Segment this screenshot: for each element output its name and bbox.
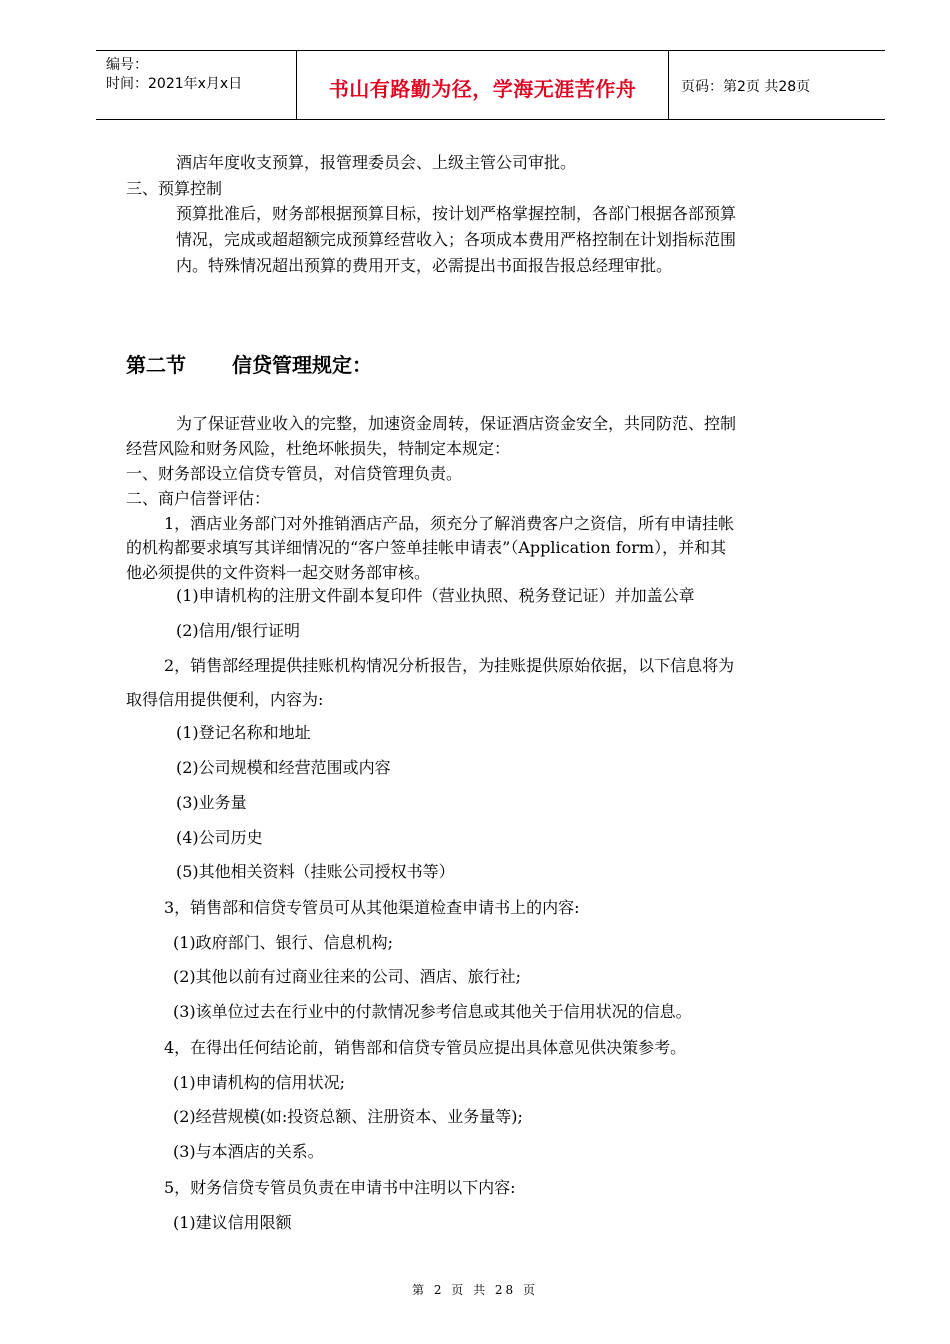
body-line: 2，销售部经理提供挂账机构情况分析报告，为挂账提供原始依据，以下信息将为 bbox=[164, 656, 735, 675]
doc-date-label: 时间：2021年x月x日 bbox=[106, 76, 243, 92]
sub-item: (3)与本酒店的关系。 bbox=[173, 1142, 324, 1161]
body-line: 酒店年度收支预算，报管理委员会、上级主管公司审批。 bbox=[176, 153, 577, 172]
body-line: 1，酒店业务部门对外推销酒店产品，须充分了解消费客户之资信，所有申请挂帐 bbox=[164, 514, 735, 533]
body-line: 5，财务信贷专管员负责在申请书中注明以下内容: bbox=[164, 1178, 516, 1197]
header-page-cell bbox=[669, 51, 885, 119]
body-line: 他必须提供的文件资料一起交财务部审核。 bbox=[126, 563, 431, 582]
sub-item: (2)其他以前有过商业往来的公司、酒店、旅行社; bbox=[173, 967, 522, 986]
body-line: 的机构都要求填写其详细情况的“客户签单挂帐申请表”（Application form），并和其 bbox=[126, 538, 727, 557]
body-line: 取得信用提供便利，内容为: bbox=[126, 690, 324, 709]
list-item: 二、商户信誉评估： bbox=[126, 489, 271, 508]
sub-item: (3)该单位过去在行业中的付款情况参考信息或其他关于信用状况的信息。 bbox=[173, 1002, 692, 1021]
page-footer: 第 2 页 共 28 页 bbox=[412, 1283, 538, 1297]
sub-item: (2)公司规模和经营范围或内容 bbox=[176, 758, 391, 777]
header-meta bbox=[96, 51, 296, 119]
sub-item: (3)业务量 bbox=[176, 793, 247, 812]
section-subheading: 三、预算控制 bbox=[126, 179, 223, 198]
sub-item: (2)信用/银行证明 bbox=[176, 621, 301, 640]
header-motto: 书山有路勤为径，学海无涯苦作舟 bbox=[328, 77, 637, 101]
sub-item: (1)申请机构的信用状况; bbox=[173, 1073, 346, 1092]
list-item: 一、财务部设立信贷专管员，对信贷管理负责。 bbox=[126, 464, 463, 483]
body-line: 预算批准后，财务部根据预算目标，按计划严格掌握控制，各部门根据各部预算 bbox=[176, 204, 737, 223]
header-motto-cell bbox=[297, 51, 668, 119]
body-line: 为了保证营业收入的完整，加速资金周转，保证酒店资金安全，共同防范、控制 bbox=[176, 414, 737, 433]
body-line: 3，销售部和信贷专管员可从其他渠道检查申请书上的内容: bbox=[164, 898, 580, 917]
section-number: 第二节 bbox=[126, 353, 186, 377]
sub-item: (5)其他相关资料（挂账公司授权书等） bbox=[176, 862, 455, 881]
sub-item: (1)政府部门、银行、信息机构; bbox=[173, 933, 394, 952]
sub-item: (1)登记名称和地址 bbox=[176, 723, 311, 742]
sub-item: (4)公司历史 bbox=[176, 828, 263, 847]
body-line: 情况，完成或超超额完成预算经营收入；各项成本费用严格控制在计划指标范围 bbox=[176, 230, 737, 249]
header-page-label: 页码：第2页 共28页 bbox=[681, 79, 811, 95]
sub-item: (2)经营规模(如:投资总额、注册资本、业务量等); bbox=[173, 1107, 523, 1126]
sub-item: (1)申请机构的注册文件副本复印件（营业执照、税务登记证）并加盖公章 bbox=[176, 586, 695, 605]
sub-item: (1)建议信用限额 bbox=[173, 1213, 292, 1232]
section-title bbox=[126, 349, 372, 378]
section-name: 信贷管理规定： bbox=[232, 353, 372, 377]
body-line: 内。特殊情况超出预算的费用开支，必需提出书面报告报总经理审批。 bbox=[176, 256, 673, 275]
body-line: 4，在得出任何结论前，销售部和信贷专管员应提出具体意见供决策参考。 bbox=[164, 1038, 687, 1057]
body-line: 经营风险和财务风险，杜绝坏帐损失，特制定本规定： bbox=[126, 439, 511, 458]
doc-code-label: 编号： bbox=[106, 57, 148, 73]
page-header bbox=[96, 50, 885, 120]
